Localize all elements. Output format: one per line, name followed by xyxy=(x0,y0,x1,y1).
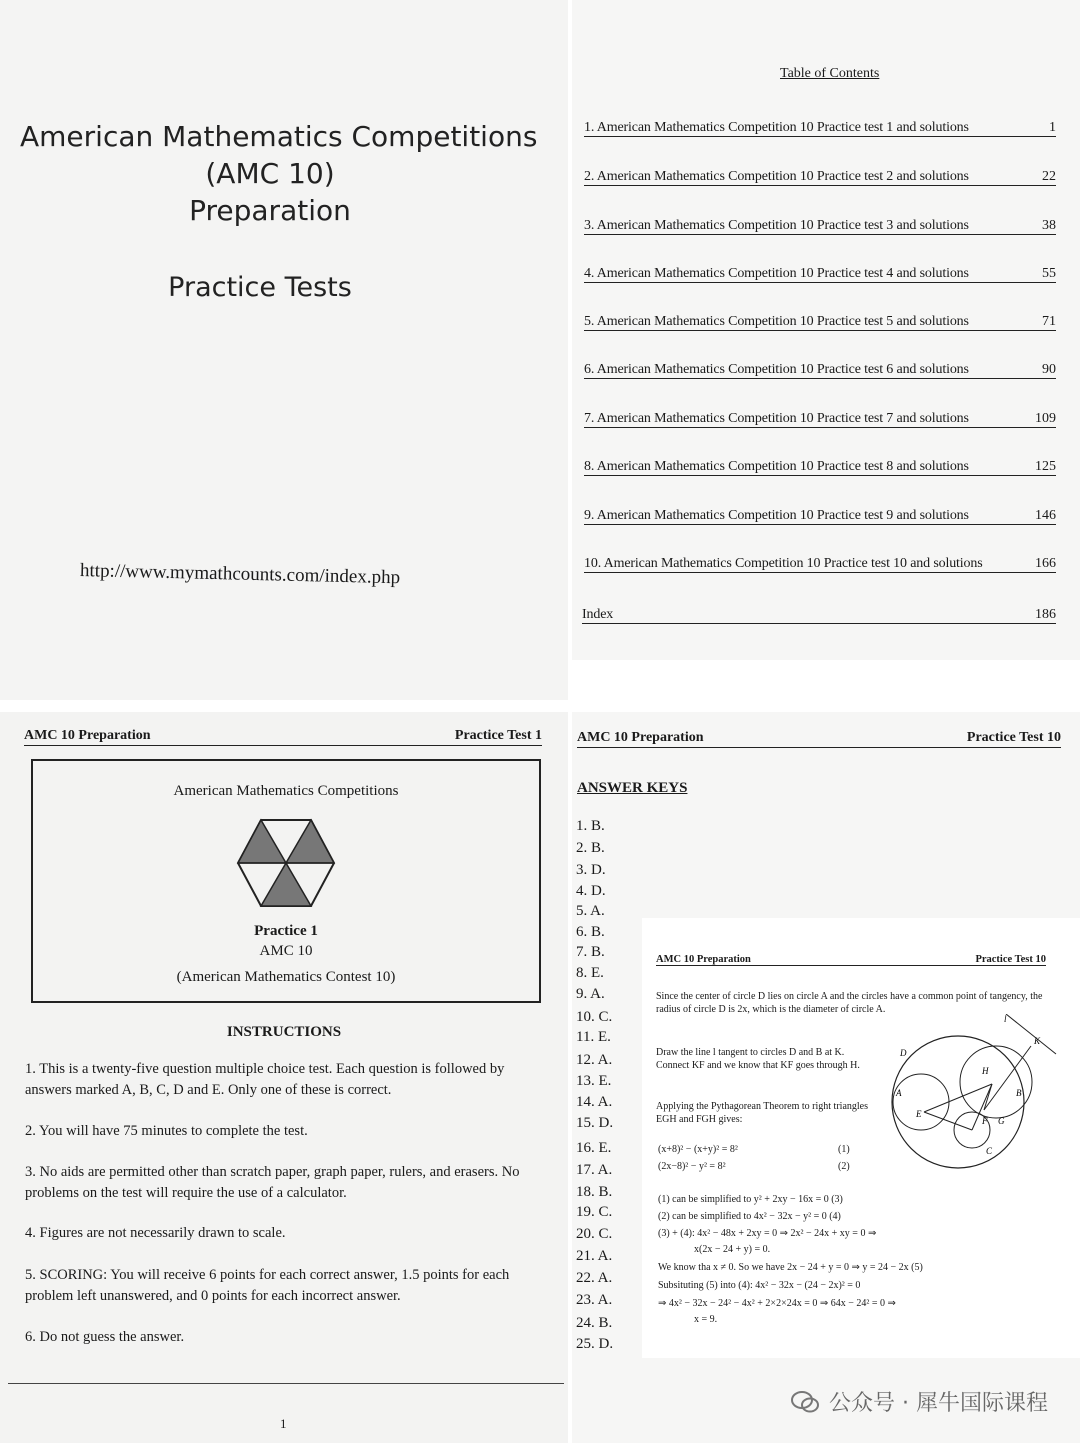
instructions-title: INSTRUCTIONS xyxy=(226,1024,342,1040)
answer-item: 8. E. xyxy=(576,965,604,981)
cover-page xyxy=(0,0,568,700)
instruction-item: 5. SCORING: You will receive 6 points for each correct answer, 1.5 points for each problem left unanswered, and 0 points for each incorrect answer. xyxy=(25,1267,510,1304)
toc-entry xyxy=(584,411,1056,428)
toc-entry xyxy=(584,508,1056,525)
answer-item: 10. C. xyxy=(576,1009,613,1025)
header-left: AMC 10 Preparation xyxy=(24,728,151,743)
toc-entry-label: 6. American Mathematics Competition 10 Practice test 6 and solutions xyxy=(584,362,969,377)
equation: We know tha x ≠ 0. So we have 2x − 24 + y = 0 ⇒ y = 24 − 2x (5) xyxy=(658,1262,923,1273)
toc-entry-label: 5. American Mathematics Competition 10 Practice test 5 and solutions xyxy=(584,314,969,329)
watermark xyxy=(791,1386,1048,1417)
toc-entry-label: 10. American Mathematics Competition 10 Practice test 10 and solutions xyxy=(584,556,983,571)
toc-entry xyxy=(584,314,1056,331)
answer-item: 24. B. xyxy=(576,1315,613,1331)
toc-entry-page: 1 xyxy=(1049,120,1056,135)
answer-keys-title: ANSWER KEYS xyxy=(577,780,688,796)
toc-entry-label: 1. American Mathematics Competition 10 Practice test 1 and solutions xyxy=(584,120,969,135)
fig-label: E xyxy=(916,1109,922,1119)
equation: (3) + (4): 4x² − 48x + 2xy = 0 ⇒ 2x² − 24x + xy = 0 ⇒ xyxy=(658,1228,877,1239)
fig-label: H xyxy=(982,1066,989,1076)
header-right: Practice Test 10 xyxy=(966,730,1061,745)
toc-entry-page: 125 xyxy=(1035,459,1056,474)
fig-label: A xyxy=(896,1088,902,1098)
wechat-icon xyxy=(791,1390,819,1414)
toc-entry-label: 4. American Mathematics Competition 10 Practice test 4 and solutions xyxy=(584,266,969,281)
toc-entry-page: 22 xyxy=(1042,169,1056,184)
toc-entry xyxy=(584,218,1056,235)
answer-item: 15. D. xyxy=(576,1115,614,1131)
answer-item: 4. D. xyxy=(576,883,606,899)
fig-label: G xyxy=(998,1116,1005,1126)
solution-paragraph: Draw the line l tangent to circles D and B at K. Connect KF and we know that KF goes through H. xyxy=(656,1047,860,1071)
answer-item: 23. A. xyxy=(576,1292,613,1308)
answer-item: 20. C. xyxy=(576,1226,613,1242)
answer-item: 13. E. xyxy=(576,1073,612,1089)
cover-box xyxy=(31,759,541,1003)
answer-keys-page xyxy=(572,712,1080,1443)
toc-entry xyxy=(584,169,1056,186)
toc-entry-page: 166 xyxy=(1035,556,1056,571)
amc-label: AMC 10 xyxy=(259,943,313,959)
toc-entry-page: 71 xyxy=(1042,314,1056,329)
page-header xyxy=(577,730,1061,748)
toc-entry-page: 90 xyxy=(1042,362,1056,377)
fig-label: F xyxy=(982,1116,988,1126)
answer-item: 6. B. xyxy=(576,924,605,940)
answer-item: 1. B. xyxy=(576,818,605,834)
toc-entry-label: 8. American Mathematics Competition 10 Practice test 8 and solutions xyxy=(584,459,969,474)
answer-item: 19. C. xyxy=(576,1204,613,1220)
solution-paragraph: Applying the Pythagorean Theorem to right triangles EGH and FGH gives: xyxy=(656,1101,868,1125)
toc-entry xyxy=(584,459,1056,476)
solution-header-left: AMC 10 Preparation xyxy=(656,954,751,965)
toc-entry-page: 186 xyxy=(1035,607,1056,622)
equation: (x+8)² − (x+y)² = 8² xyxy=(658,1144,738,1155)
equation: (1) can be simplified to y² + 2xy − 16x = 0 (3) xyxy=(658,1194,843,1205)
answer-item: 2. B. xyxy=(576,840,605,856)
answer-item: 25. D. xyxy=(576,1336,614,1352)
toc-entry-label: 3. American Mathematics Competition 10 Practice test 3 and solutions xyxy=(584,218,969,233)
watermark-text: 公众号 · 犀牛国际课程 xyxy=(829,1391,1048,1416)
toc-title: Table of Contents xyxy=(780,66,880,81)
page-header xyxy=(24,728,542,746)
toc-entry-label: 2. American Mathematics Competition 10 Practice test 2 and solutions xyxy=(584,169,969,184)
answer-item: 11. E. xyxy=(576,1029,611,1045)
equation: ⇒ 4x² − 32x − 24² − 4x² + 2×2×24x = 0 ⇒ 64x − 24² = 0 ⇒ xyxy=(658,1298,896,1309)
toc-entry xyxy=(584,120,1056,137)
fig-label: D xyxy=(900,1048,907,1058)
answer-item: 7. B. xyxy=(576,944,605,960)
instruction-item: 3. No aids are permitted other than scratch paper, graph paper, rulers, and erasers. No problems on the test will require the use of a calculator. xyxy=(25,1164,520,1201)
circles-diagram xyxy=(886,1014,1066,1174)
header-right: Practice Test 1 xyxy=(454,728,542,743)
equation: (2x−8)² − y² = 8² xyxy=(658,1161,726,1172)
answer-item: 21. A. xyxy=(576,1248,613,1264)
toc-entry-label: 9. American Mathematics Competition 10 Practice test 9 and solutions xyxy=(584,508,969,523)
amc-logo-icon xyxy=(236,817,336,909)
toc-entry-page: 146 xyxy=(1035,508,1056,523)
fig-label: K xyxy=(1034,1036,1041,1046)
toc-entry-page: 55 xyxy=(1042,266,1056,281)
instruction-item: 1. This is a twenty-five question multiple choice test. Each question is followed by answers marked A, B, C, D and E. Only one of these is correct. xyxy=(25,1061,505,1098)
equation: x(2x − 24 + y) = 0. xyxy=(694,1244,771,1255)
answer-item: 22. A. xyxy=(576,1270,613,1286)
answer-item: 18. B. xyxy=(576,1184,613,1200)
cover-title-line: (AMC 10) xyxy=(205,157,335,190)
header-left: AMC 10 Preparation xyxy=(577,730,704,745)
instruction-item: 6. Do not guess the answer. xyxy=(25,1329,185,1345)
equation-tag: (1) xyxy=(838,1144,850,1155)
cover-title-line: Preparation xyxy=(189,194,351,227)
cover-title xyxy=(20,118,538,229)
toc-entry xyxy=(584,362,1056,379)
solution-header xyxy=(656,954,1046,966)
instruction-item: 4. Figures are not necessarily drawn to scale. xyxy=(25,1225,286,1241)
footer-rule xyxy=(8,1383,564,1384)
toc-entry-label: Index xyxy=(582,607,614,622)
solution-header-right: Practice Test 10 xyxy=(975,954,1046,965)
answer-item: 17. A. xyxy=(576,1162,613,1178)
equation-tag: (2) xyxy=(838,1161,850,1172)
equation: x = 9. xyxy=(694,1314,718,1325)
box-title: American Mathematics Competitions xyxy=(173,783,399,799)
toc-entry-label: 7. American Mathematics Competition 10 Practice test 7 and solutions xyxy=(584,411,969,426)
answer-item: 14. A. xyxy=(576,1094,613,1110)
fig-label: B xyxy=(1016,1088,1022,1098)
cover-url: http://www.mymathcounts.com/index.php xyxy=(79,560,401,589)
answer-item: 16. E. xyxy=(576,1140,612,1156)
equation: (2) can be simplified to 4x² − 32x − y² = 0 (4) xyxy=(658,1211,841,1222)
fig-label: l xyxy=(1004,1014,1007,1024)
table-of-contents-page xyxy=(572,0,1080,660)
answer-item: 9. A. xyxy=(576,986,605,1002)
fig-label: C xyxy=(986,1146,993,1156)
answer-item: 5. A. xyxy=(576,903,605,919)
toc-entry xyxy=(582,607,1056,624)
page-number: 1 xyxy=(280,1416,287,1431)
solution-paragraph: Since the center of circle D lies on circle A and the circles have a common point of tangency, the radius of circle D is 2x, which is the diameter of circle A. xyxy=(656,991,1043,1015)
practice-label: Practice 1 xyxy=(254,923,318,939)
toc-entry-page: 109 xyxy=(1035,411,1056,426)
contest-full-name: (American Mathematics Contest 10) xyxy=(176,969,396,985)
instruction-item: 2. You will have 75 minutes to complete the test. xyxy=(25,1123,308,1139)
toc-entry xyxy=(584,266,1056,283)
equation: Subsituting (5) into (4): 4x² − 32x − (24 − 2x)² = 0 xyxy=(658,1280,861,1291)
answer-item: 3. D. xyxy=(576,862,606,878)
cover-subtitle: Practice Tests xyxy=(168,272,352,303)
toc-entry-page: 38 xyxy=(1042,218,1056,233)
practice-test-1-page xyxy=(0,712,568,1443)
toc-entry xyxy=(584,556,1056,573)
answer-item: 12. A. xyxy=(576,1052,613,1068)
solution-page-inset xyxy=(642,918,1080,1358)
cover-title-line: American Mathematics Competitions xyxy=(20,120,538,153)
